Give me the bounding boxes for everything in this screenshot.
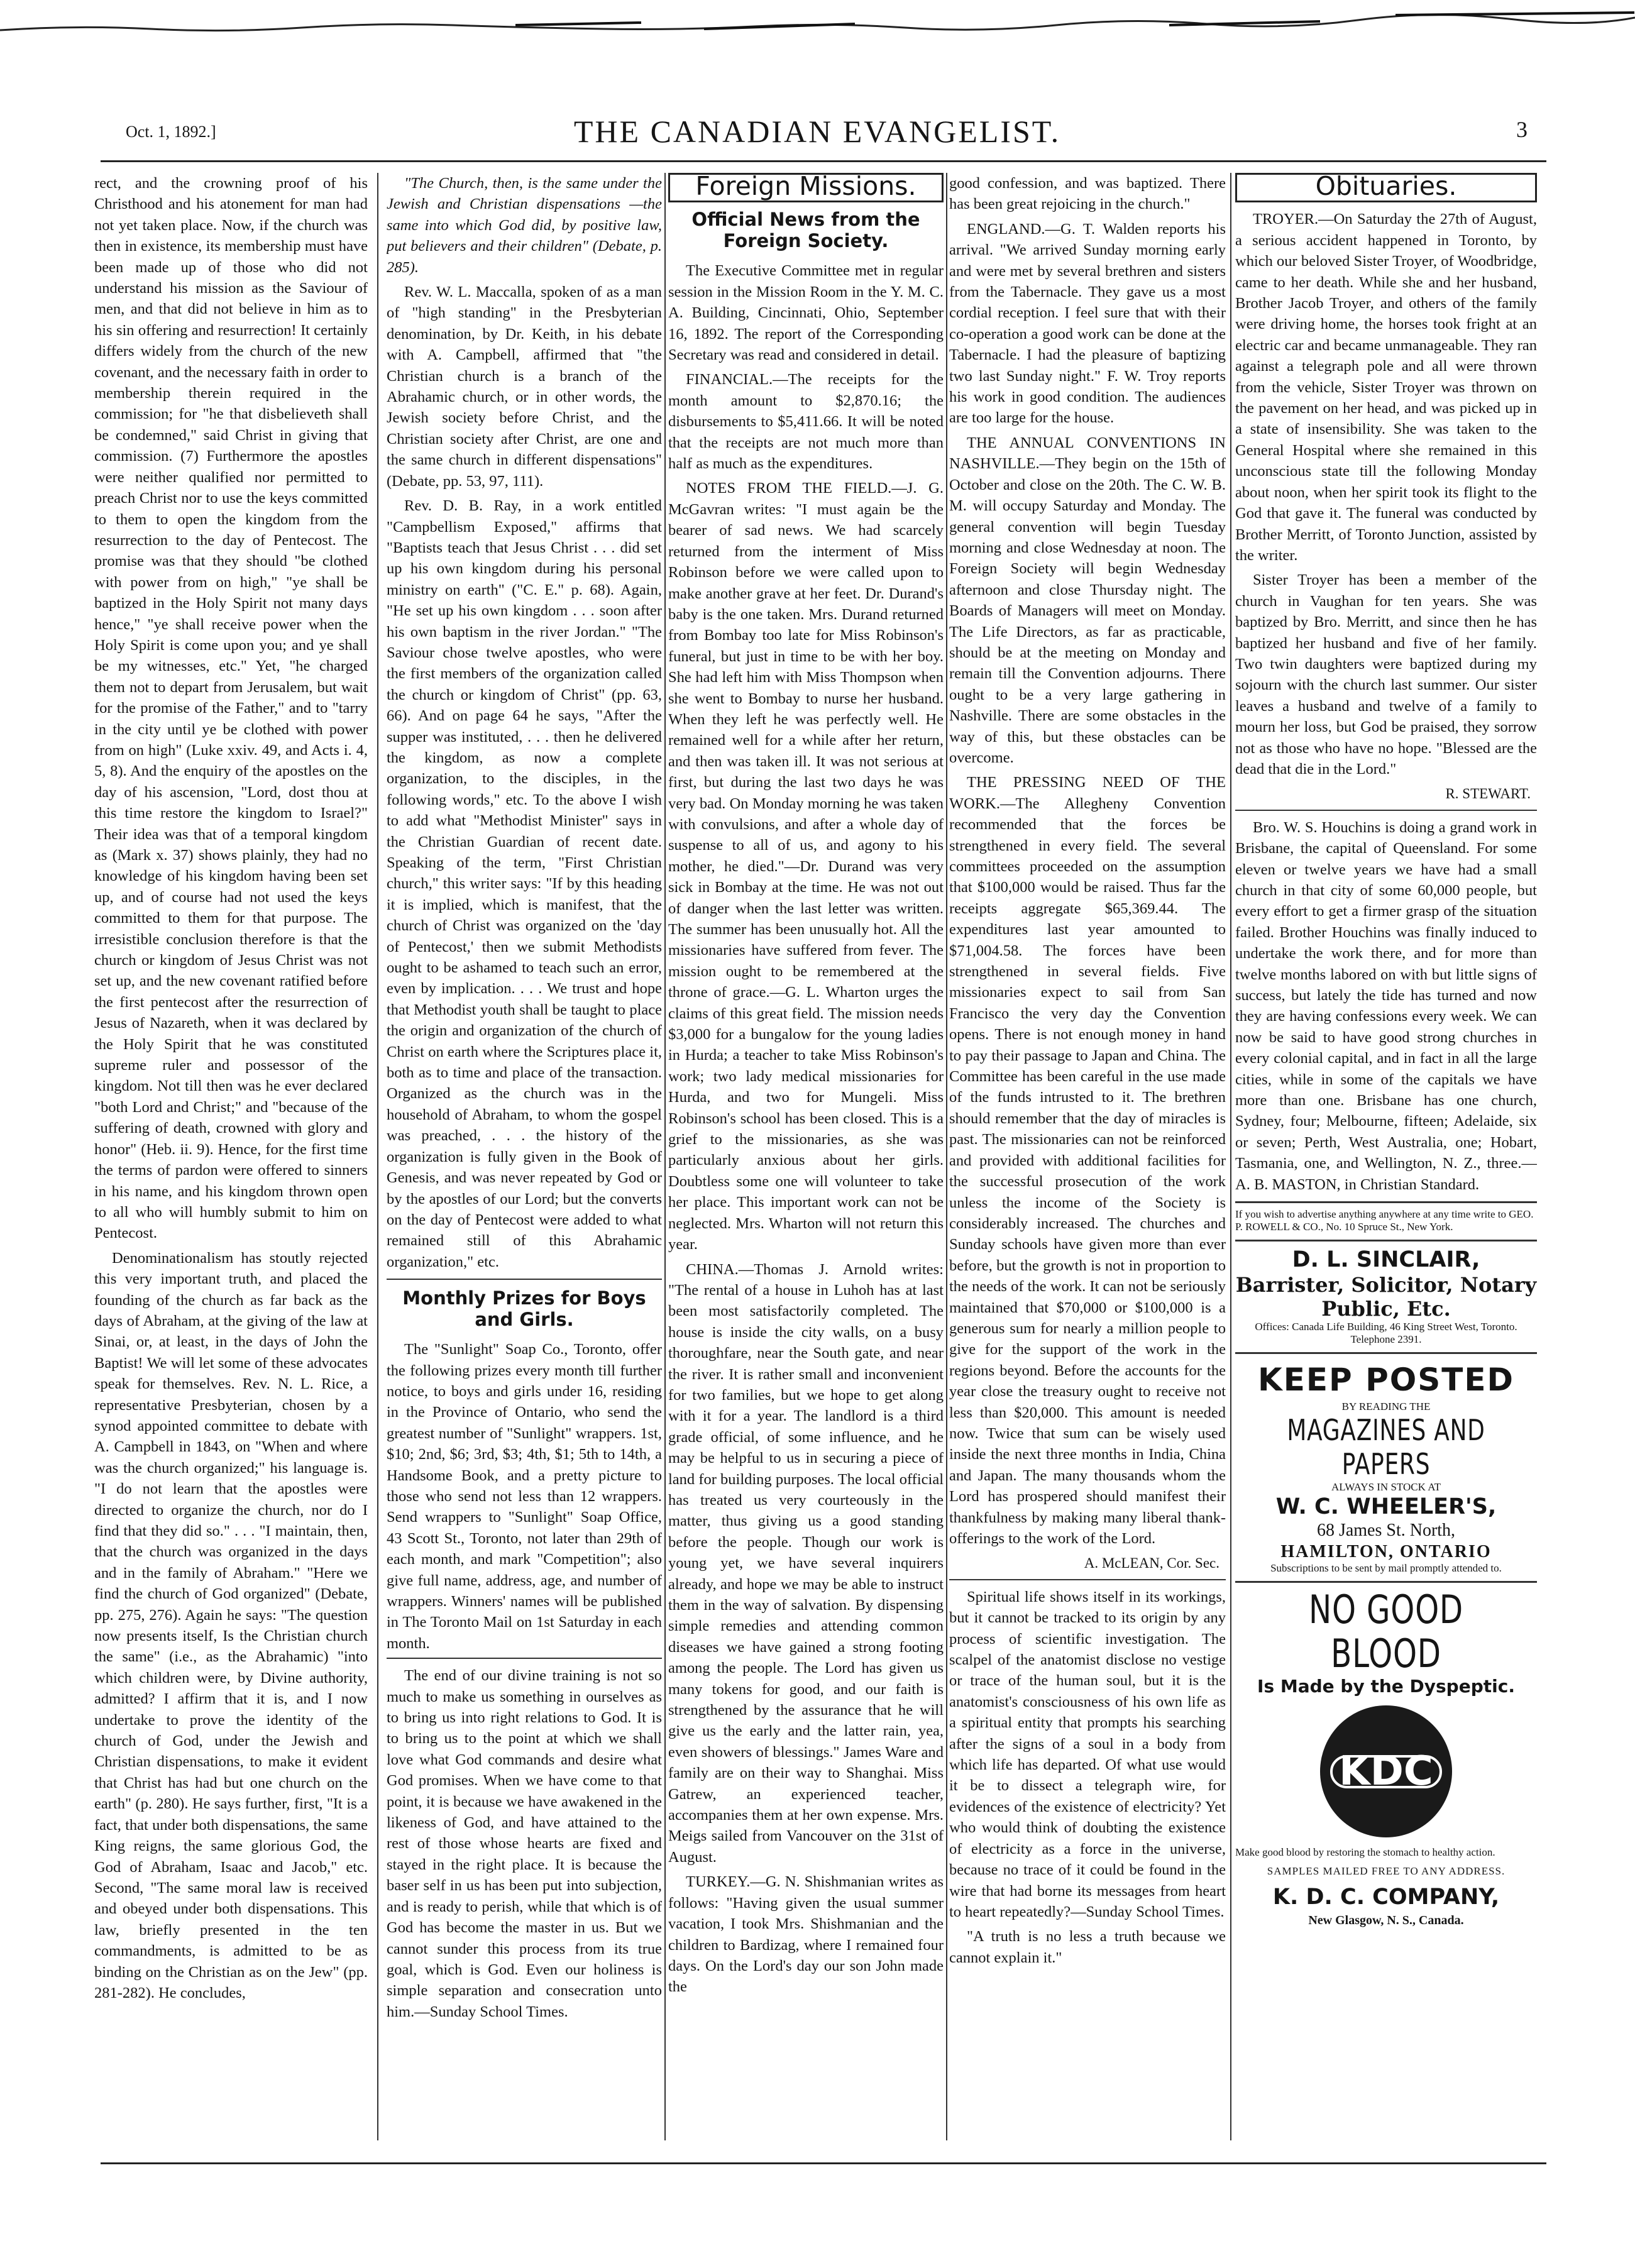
page-header [88,110,1546,154]
kdc-ad [1235,1581,1537,1932]
article-paragraph: FINANCIAL.—The receipts for the month amount to $2,870.16; the disbursements to $5,411.66. It will be noted that the receipts are not much more than half as much as the expenditures. [668,371,944,473]
column-5 [1235,173,1537,2147]
kdc-logo-text: KDC [1330,1755,1442,1788]
article-paragraph: THE ANNUAL CONVENTIONS IN NASHVILLE.—They begin on the 15th of October and close on the 20th. The C. W. B. M. will occupy Saturday and Monday. The general convention will begin Tuesday morning and close Wednesday at noon. The Foreign Society will begin Wednesday afternoon and close Thursday night. The Boards of Managers will meet on Monday. The Life Directors, as far as practicable, should be at the meeting on Monday and remain till the Convention adjourns. There ought to be a very large gathering in Nashville. There are some obstacles in the way of this, but these obstacles can be overcome. [949,434,1226,766]
signature: R. STEWART. [1445,786,1531,802]
article-paragraph: Spiritual life shows itself in its workings, but it cannot be tracked to its origin by any process of scientific investigation. The scalpel of the anatomist disclose no vestige or trace of the human soul, but it is the anatomist's consciousness of his own life as a spiritual entity that prompts his searching after the signs of a soul in a body from which life has departed. Of what use would it be to dissect a telegraph wire, for evidences of the existence of electricity? Yet who would think of doubting the existence of electricity as a force in the universe, because no trace of it could be found in the wire that had borne its messages from heart to heart repeatedly?—Sunday School Times. [949,1579,1226,1923]
kdc-logo-icon [1320,1705,1452,1837]
sinclair-ad [1235,1240,1537,1346]
advertise-note: If you wish to advertise anything anywhere at any time write to GEO. P. ROWELL & CO., No. 10 Spruce St., New York. [1235,1208,1534,1233]
article-paragraph: "The Church, then, is the same under the Jewish and Christian dispensations —the same into which God did, by positive law, put believers and their children" (Debate, p. 285). [387,175,662,276]
kdc-company: K. D. C. COMPANY, [1272,1885,1500,1910]
issue-date: Oct. 1, 1892.] [126,123,216,141]
signature: A. McLEAN, Cor. Sec. [1084,1555,1219,1572]
article-paragraph: The end of our divine training is not so much to make us something in ourselves as to bring us into right relations to God. It is to bring us to the point at which we shall love what God commands and desire what God promises. When we have come to that point, it is because we have awakened in the likeness of God, and have attained to the rest of those whose hearts are fixed and stayed in the right place. It is because the baser self in us has been put into subjection, and is ready to perish, while that which is of God has become the master in us. But we cannot sunder this process from its true goal, which is God. Even our holiness is simple separation and consecration unto him.—Sunday School Times. [387,1658,662,2022]
header-rule [101,160,1546,162]
column-divider [664,173,666,2140]
article-paragraph: Bro. W. S. Houchins is doing a grand work in Brisbane, the capital of Queensland. For some eleven or twelve years we have had a small church in that city of some 60,000 people, but every effort to get a firmer grasp of the situation failed. Brother Houchins was finally induced to undertake the work there, and for more than twelve months labored on with but little signs of success, but lately the tide has turned and now they are having confessions every week. We can now be said to have good strong churches in every colonial capital, and in fact in all the large cities, while in some of the capitals we have more than one. Brisbane has one church, Sydney, four; Melbourne, fifteen; Adelaide, six or seven; Perth, West Australia, one; Hobart, Tasmania, one, and Wellington, N. Z., three.—A. B. MASTON, in Christian Standard. [1235,810,1537,1195]
by-reading: BY READING THE [1341,1401,1431,1413]
article-paragraph: rect, and the crowning proof of his Christhood and his atonement for man had not yet taken place. Now, if the church was then in existence, its membership must have been made up of those who did not understand his mission as the Saviour of men, and that did not believe in him as to his sin offering and resurrection! It certainly differs widely from the church of the new covenant, and the necessary faith in order to membership therein required in the commission; for "he that disbelieveth shall be condemned," said Christ in giving that commission. (7) Furthermore the apostles were neither qualified nor permitted to preach Christ nor to use the keys committed to them to open the kingdom from the resurrection to the day of Pentecost. The promise was that they should "be clothed with power from on high," "ye shall be baptized in the Holy Spirit not many days hence," "ye shall receive power when the Holy Spirit is come upon you; and ye shall be my witnesses, etc." Yet, "he charged them not to depart from Jerusalem, but wait for the promise of the Father," and to "tarry in the city until ye be clothed with power from on high" (Luke xxiv. 49, and Acts i. 4, 5, 8). And the enquiry of the apostles on the day of his ascension, "Lord, dost thou at this time restore the kingdom to Israel?" Their idea was that of a temporal kingdom as (Mark x. 37) shows plainly, they had no knowledge of his kingdom having been set up, and of course had not used the keys committed to them for that purpose. The irresistible conclusion therefore is that the church or kingdom of Jesus Christ was not set up, and the new covenant ratified before the first pentecost after the resurrection of Jesus of Nazareth, when it was declared by the Holy Spirit that he was constituted supreme ruler and possessor of the kingdom. Not till then was he ever declared "both Lord and Christ;" and "because of the suffering of death, crowned with glory and honor" (Heb. ii. 9). Hence, for the first time the terms of pardon were offered to sinners in his name, and his kingdom thrown open to all who will humbly submit to him on Pentecost. [94,175,368,1242]
article-paragraph: Rev. W. L. Maccalla, spoken of as a man of "high standing" in the Presbyterian denomination, by Dr. Keith, in his debate with A. Campbell, affirmed that "the Christian church is a branch of the Abrahamic church, or in other words, the Jewish society before Christ, and the Christian society after Christ, are one and the same church in different dispensations" (Debate, pp. 53, 97, 111). [387,284,662,490]
article-paragraph: THE PRESSING NEED OF THE WORK.—The Allegheny Convention recommended that the forces be strengthened in every field. The several committees proceeded on the assumption that $100,000 would be raised. Thus far the receipts aggregate $65,369.44. The expenditures last year amounted to $71,004.58. The forces have been strengthened in several fields. Five missionaries expect to sail from San Francisco the very day the Convention opens. There is not enough money in hand to pay their passage to Japan and China. The Committee has been careful in the use made of the funds intrusted to it. The brethren should remember that the day of miracles is past. The missionaries can not be reinforced and provided with additional facilities for the successful prosecution of the work unless the income of the Society is considerably increased. The churches and Sunday schools have given more than ever before, but the growth is not in proportion to the needs of the work. It can not be seriously maintained that $70,000 or $100,000 is a generous sum for nearly a million people to give for the support of the work in the regions beyond. Before the accounts for the year close the treasury ought to receive not less than $20,000. This amount is needed now. Twice that sum can be wisely used inside the next three months in India, China and Japan. The many thousands whom the Lord has prospered should manifest their thankfulness by making many liberal thank-offerings to the work of the Lord. [949,774,1226,1547]
column-4 [949,173,1226,2147]
always-in-stock: ALWAYS IN STOCK AT [1331,1481,1441,1494]
kdc-subline: Is Made by the Dyspeptic. [1257,1675,1515,1697]
article-paragraph: TROYER.—On Saturday the 27th of August, a serious accident happened in Toronto, by which our beloved Sister Troyer, of Woodbridge, came to her death. While she and her husband, Brother Jacob Troyer, and others of the family were driving home, the horses took fright at an electric car and became unmanageable. They ran against a telegraph pole and all were thrown from the vehicle, Sister Troyer was thrown on the pavement on her head, and was picked up in a state of insensibility. She was taken to the General Hospital where she remained in this unconscious state till the following Monday about noon, when her spirit took its flight to the God that gave it. The funeral was conducted by Brother Merritt, of Toronto Junction, assisted by the writer. [1235,211,1537,564]
column-1 [94,173,368,2147]
column-divider [946,173,947,2140]
article-paragraph: good confession, and was baptized. There has been great rejoicing in the church." [949,175,1226,213]
article-paragraph: Sister Troyer has been a member of the church in Vaughan for ten years. She was baptized by Bro. Merritt, and since then he has baptized her husband and five of her family. Two twin daughters were baptized during my sojourn with the church last summer. Our sister leaves a husband and twelve of a family to mourn her loss, but God be praised, they sorrow not as those who have no hope. "Blessed are the dead that die in the Lord." [1235,571,1537,778]
article-paragraph: CHINA.—Thomas J. Arnold writes: "The rental of a house in Luhoh has at last been most satisfactorily completed. The house is inside the city walls, on a busy thoroughfare, near the South gate, and near the river. It is rather small and inconvenient for two families, but we hope to get along with it for a year. The landlord is a third grade official, of some influence, and he may be helpful to us in securing a piece of land for building purposes. The local official has treated us very courteously in the matter, thus giving us a good standing before the people. Though our work is young yet, we have several inquirers already, and hope we may be able to instruct them in the way of salvation. By dispensing simple remedies and attending common diseases we have gained a strong footing among the people. The Lord has given us many tokens for good, and our faith is strengthened by the assurance that he will give us the early and the latter rain, yea, even showers of blessings." James Ware and family are on their way to Shanghai. Miss Gatrew, an experienced teacher, accompanies them at her own expense. Mrs. Meigs sailed from Vancouver on the 31st of August. [668,1260,944,1866]
scan-noise-strip [0,0,1635,50]
article-paragraph: ENGLAND.—G. T. Walden reports his arrival. "We arrived Sunday morning early and were met by several brethren and sisters from the Tabernacle. They gave us a most cordial reception. I feel sure that with their co-operation a good work can be done at the Tabernacle. I had the pleasure of baptizing two last Sunday night." F. W. Troy reports his work in good condition. The audiences are too large for the house. [949,220,1226,427]
prizes-paragraph: The "Sunlight" Soap Co., Toronto, offer the following prizes every month till further notice, to boys and girls under 16, residing in the Province of Ontario, who send the greatest number of "Sunlight" wrappers. 1st, $10; 2nd, $6; 3rd, $3; 4th, $1; 5th to 14th, a Handsome Book, and a pretty picture to those who send not less than 12 wrappers. Send wrappers to "Sunlight" Soap Office, 43 Scott St., Toronto, not later than 29th of each month, and mark "Competition"; also give full name, address, age, and number of wrappers. Winners' names will be published in The Toronto Mail on 1st Saturday in each month. [387,1341,662,1652]
footer-rule [101,2162,1546,2164]
kdc-tagline: Make good blood by restoring the stomach to healthy action. [1235,1846,1495,1859]
official-news-subheading: Official News from the Foreign Society. [691,209,920,252]
obituaries-heading: Obituaries. [1235,173,1537,202]
keep-posted: KEEP POSTED [1257,1362,1515,1399]
wheeler-ad [1235,1352,1537,1575]
column-2 [387,173,662,2147]
kdc-samples: SAMPLES MAILED FREE TO ANY ADDRESS. [1267,1865,1506,1878]
prizes-heading: Monthly Prizes for Boys and Girls. [387,1279,662,1330]
page-number: 3 [1516,117,1528,142]
advertise-notice [1235,1201,1537,1233]
column-divider [1230,173,1231,2140]
wheeler-street: 68 James St. North, [1316,1521,1456,1541]
article-paragraph: Denominationalism has stoutly rejected this very important truth, and placed the founding of the church as far back as the days of Abraham, at the giving of the law at Sinai, or, at least, in the days of John the Baptist! We will let some of these advocates speak for themselves. Rev. N. L. Rice, a representative Presbyterian, chosen by a synod appointed committee to debate with A. Campbell in 1843, on "When and where was the church organized;" his language is. "I do not learn that the apostles were directed to organize the church, nor do I find that they did so." . . . "I maintain, then, that the church was organized in the days and in the family of Abraham." "Here we find the church of God organized" (Debate, pp. 275, 276). Again he says: "The question now presents itself, Is the Christian church the same" (i.e., as the Abrahamic) "into which children were, by Divine authority, admitted? I affirm that it is, and I now undertake to prove the identity of the church of God, under the Jewish and Christian dispensations, to make it evident that Christ has had but one church on the earth" (p. 280). He says further, first, "It is a fact, that under both dispensations, the same King reigns, the same glorious God, the God of Abraham, Isaac and Jacob," etc. Second, "The same moral law is received and obeyed under both dispensations. This law, briefly presented in the ten commandments, is admitted to be as binding on the Christian as on the Jew" (pp. 281-282). He concludes, [94,1249,368,2001]
newspaper-title: THE CANADIAN EVANGELIST. [573,114,1061,149]
wheeler-subscriptions: Subscriptions to be sent by mail promptly attended to. [1270,1561,1502,1574]
kdc-address: New Glasgow, N. S., Canada. [1308,1913,1464,1928]
article-paragraph: "A truth is no less a truth because we cannot explain it." [949,1928,1226,1966]
foreign-missions-heading: Foreign Missions. [668,173,944,202]
magazines-papers: MAGAZINES AND PAPERS [1287,1413,1485,1482]
article-paragraph: Rev. D. B. Ray, in a work entitled "Campbellism Exposed," affirms that "Baptists teach that Jesus Christ . . . did set up his own kingdom during his personal ministry on earth" ("C. E." p. 68). Again, "He set up his own kingdom . . . soon after his own baptism in the river Jordan." "The Saviour chose twelve apostles, who were the first members of the organization called the church or kingdom of Christ" (pp. 63, 66). And on page 64 he says, "After the supper was instituted, . . . then he delivered the kingdom, as now a complete organization, to the disciples, in the following words," etc. To the above I wish to add what "Methodist Minister" says in the Christian Guardian of recent date. Speaking of the term, "First Christian church," this writer says: "If by this heading it is implied, which is manifest, that the church of Christ was organized on the 'day of Pentecost,' then we submit Methodists ought to be ashamed to teach such an error, even by implication. . . . We trust and hope that Methodist youth shall be taught to place the origin and organization of the church of Christ on earth where the Scriptures place it, both as to time and place of the transaction. Organized as the church was in the household of Abraham, to whom the gospel was preached, . . . the history of the organization is fully given in the Book of Genesis, and was never repeated by God or by the apostles of our Lord; but the converts on the day of Pentecost were added to what remained still of this Abrahamic organization," etc. [387,497,662,1270]
wheeler-city: HAMILTON, ONTARIO [1280,1541,1492,1561]
sinclair-name: D. L. SINCLAIR, [1292,1247,1480,1273]
sinclair-office: Offices: Canada Life Building, 46 King Street West, Toronto. Telephone 2391. [1255,1321,1517,1346]
article-paragraph: NOTES FROM THE FIELD.—J. G. McGavran writes: "I must again be the bearer of sad news. We had scarcely returned from the interment of Miss Robinson before we were called upon to make another grave at her feet. Dr. Durand's baby is the one taken. Mrs. Durand returned from Bombay too late for Miss Robinson's funeral, but just in time to be with her boy. She had left him with Miss Thompson when she went to Bombay to nurse her husband. When they left he was perfectly well. He remained well for a while after her return, and then was taken ill. It was not serious at first, but during the last two days he was very bad. On Monday morning he was taken with convulsions, and after a whole day of suspense to all of us, and agony to his mother, he died."—Dr. Durand was very sick in Bombay at the time. He was not out of danger when the last letter was written. The summer has been unusually hot. All the missionaries have suffered from fever. The mission ought to be remembered at the throne of grace.—G. L. Wharton urges the claims of this great field. The mission needs $3,000 for a bungalow for the young ladies in Hurda; a teacher to take Miss Robinson's work; two lady medical missionaries for Hurda, and two for Mungeli. Miss Robinson's school has been closed. This is a grief to the missionaries, as she was particularly anxious about her girls. Doubtless some one will volunteer to take her place. This important work can not be neglected. Mrs. Wharton will not return this year. [668,480,944,1253]
wheeler-name: W. C. WHEELER'S, [1275,1494,1497,1520]
article-paragraph: The Executive Committee met in regular session in the Mission Room in the Y. M. C. A. Building, Cincinnati, Ohio, September 16, 1892. The report of the Corresponding Secretary was read and considered in detail. [668,262,944,364]
article-paragraph: TURKEY.—G. N. Shishmanian writes as follows: "Having given the usual summer vacation, I took Mrs. Shishmanian and the children to Bardizag, where I remained four days. On the Lord's day our son John made the [668,1873,944,1996]
kdc-headline: NO GOOD BLOOD [1309,1586,1463,1676]
column-3 [668,173,944,2147]
sinclair-title: Barrister, Solicitor, Notary Public, Etc. [1235,1273,1537,1321]
column-divider [377,173,378,2140]
